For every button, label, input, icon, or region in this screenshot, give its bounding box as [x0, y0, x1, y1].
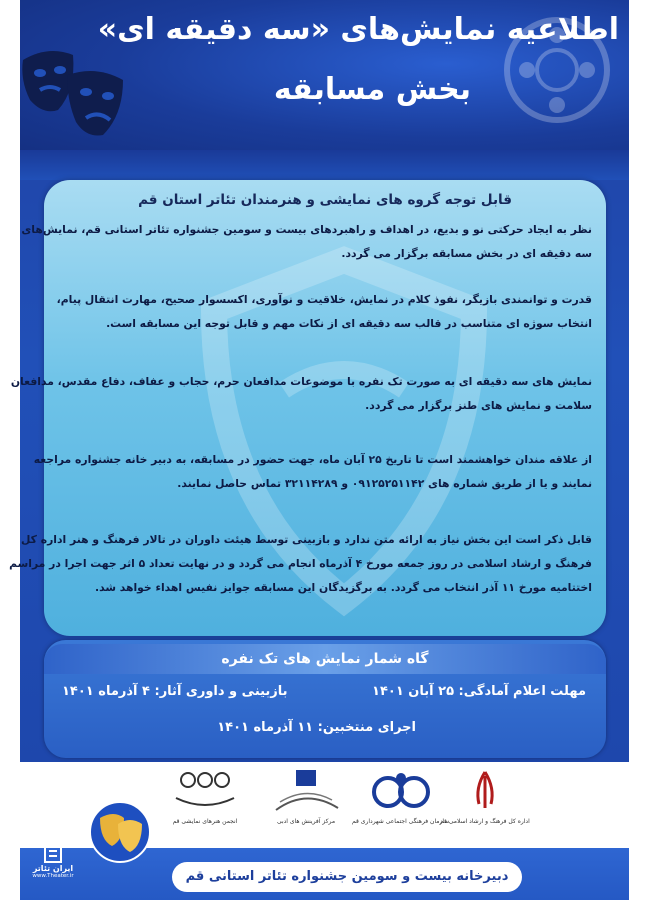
iran-theater-logo[interactable]	[24, 838, 82, 898]
culture-ministry-logo	[440, 768, 530, 825]
paragraph-line: انتخاب سوژه ای متناسب در قالب سه دقیقه ای از نکات مهم و قابل توجه این مسابقه است.	[106, 317, 592, 330]
final-item: اجرای منتخبین: ۱۱ آذرماه ۱۴۰۱	[217, 720, 416, 735]
paragraph-3	[10, 370, 592, 418]
paragraph-line: فرهنگ و ارشاد اسلامی در روز جمعه مورخ ۴ آذرماه انجام می گردد و در نهایت تعداد ۵ اثر جهت اجرا در مراسم	[9, 557, 592, 570]
timeline-title: گاه شمار نمایش های تک نفره	[44, 644, 606, 674]
left-margin	[0, 0, 20, 900]
paragraph-2	[58, 288, 592, 336]
municipality-icon	[366, 768, 436, 816]
secretariat-label: دبیرخانه بیست و سومین جشنواره تئاتر استانی قم	[172, 862, 522, 892]
theater-masks-icon	[18, 40, 128, 140]
paragraph-line: سلامت و نمایش های طنز برگزار می گردد.	[365, 399, 592, 412]
paragraph-line: نظر به ایجاد حرکتی نو و بدیع، در اهداف و راهبردهای بیست و سومین جشنواره تئاتر استانی قم، نمایش‌های	[21, 223, 592, 236]
paragraph-line: قدرت و توانمندی بازیگر، نفوذ کلام در نمایش، خلاقیت و نوآوری، اکسسوار صحیح، مهارت انتقال پیام،	[56, 293, 592, 306]
paragraph-line: نمایند و یا از طریق شماره های ۰۹۱۲۵۲۵۱۱۴۲ و ۳۲۱۱۴۲۸۹ تماس حاصل نمایند.	[177, 477, 592, 490]
iran-emblem-icon	[455, 768, 515, 816]
paragraph-line: نمایش های سه دقیقه ای به صورت تک نفره با موضوعات مدافعان حرم، حجاب و عفاف، دفاع مقدس، مدافعان	[10, 375, 592, 388]
logo-caption: انجمن هنرهای نمایشی قم	[172, 818, 238, 825]
paragraph-4	[33, 448, 592, 496]
gold-masks-icon	[88, 800, 152, 864]
paragraph-1	[21, 218, 592, 266]
logo-caption: مرکز آفرینش های ادبی	[276, 818, 336, 825]
paragraph-line: سه دقیقه ای در بخش مسابقه برگزار می گردد.	[341, 247, 592, 260]
logo-caption: اداره کل فرهنگ و ارشاد اسلامی قم	[440, 818, 530, 825]
iran-theater-icon	[43, 838, 63, 864]
paragraph-line: قابل ذکر است این بخش نیاز به ارائه متن ندارد و بازبینی توسط هیئت داوران در تالار فرهنگ و هنر اداره کل	[21, 533, 592, 546]
deadline-item: مهلت اعلام آمادگی: ۲۵ آبان ۱۴۰۱	[372, 684, 586, 699]
header-band	[20, 150, 629, 180]
review-item: بازبینی و داوری آثار: ۴ آذرماه ۱۴۰۱	[62, 684, 288, 699]
site-url[interactable]: www.Theater.ir	[32, 873, 74, 879]
announcement-panel	[9, 180, 606, 636]
paragraph-line: اختتامیه مورخ ۱۱ آذر انتخاب می گردد. به برگزیدگان این مسابقه جوایز نفیس اهداء خواهد شد.	[95, 581, 592, 594]
literary-center-logo	[266, 768, 346, 825]
announcement-heading: قابل توجه گروه های نمایشی و هنرمندان تئاتر استان قم	[138, 192, 512, 208]
paragraph-line: از علاقه مندان خواهشمند است تا تاریخ ۲۵ آبان ماه، جهت حضور در مسابقه، به دبیر خانه جشنواره مراجعه	[33, 453, 592, 466]
drama-association-logo	[170, 768, 240, 825]
site-name: ایران تئاتر	[32, 864, 74, 873]
page-title: اطلاعیه نمایش‌های «سه دقیقه ای»	[97, 12, 619, 47]
drama-association-icon	[170, 768, 240, 816]
timeline-box	[44, 640, 606, 758]
book-icon	[266, 768, 346, 816]
municipality-logo	[352, 768, 449, 825]
logo-caption: سازمان فرهنگی اجتماعی شهرداری قم	[352, 818, 450, 825]
page-subtitle: بخش مسابقه	[273, 72, 471, 107]
right-margin	[629, 0, 651, 900]
paragraph-5	[9, 528, 592, 600]
